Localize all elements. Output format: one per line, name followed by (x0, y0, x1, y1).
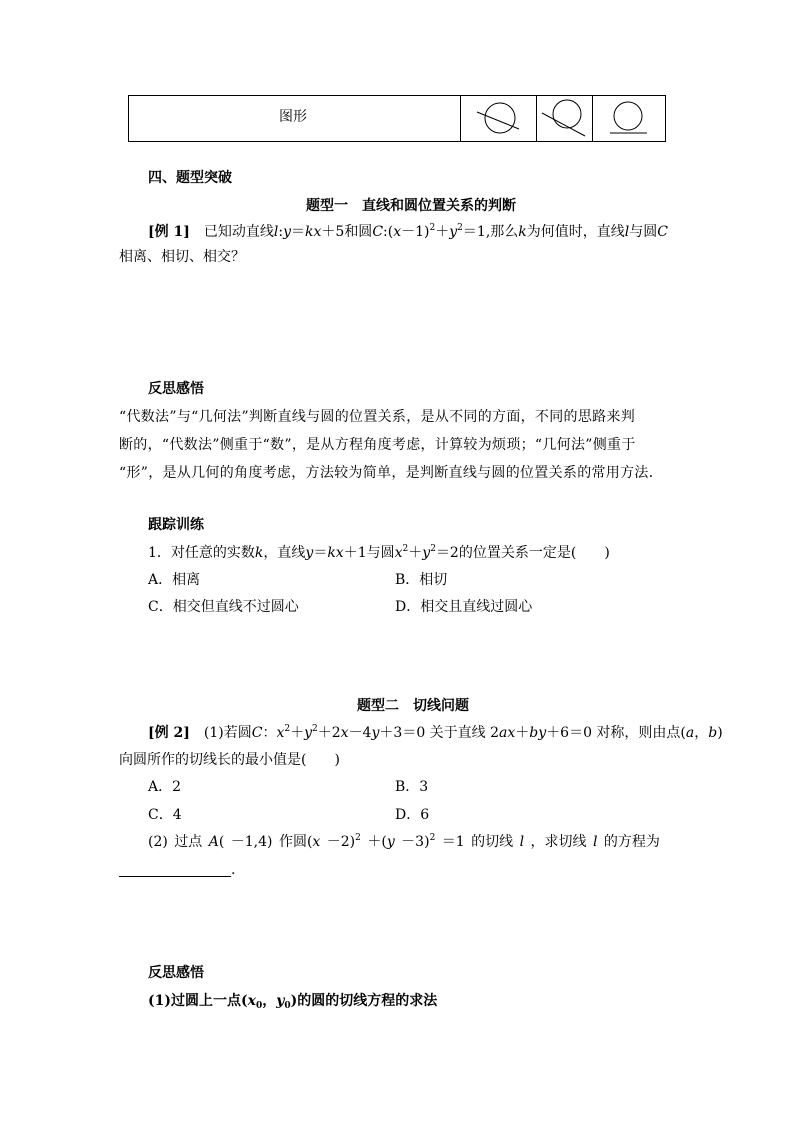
option-b: B．3 (395, 779, 429, 795)
reflect1-title: 反思感悟 (148, 381, 204, 397)
example2-line2: 向圆所作的切线长的最小值是( ) (119, 752, 340, 768)
answer-blank: . (119, 860, 235, 880)
example2-line1: [例 2] (1)若圆C：$x^2+y^2+2x-4y+3=0$ 关于直线 2ax＋by＋6＝0 对称，则由点(a，b) (148, 724, 723, 741)
example1-line2: 相离、相切、相交？ (119, 249, 245, 265)
figure-line-intersect-circle (461, 96, 536, 142)
answer-blank-line (119, 862, 231, 877)
practice-question-1: 1．对任意的实数k，直线y＝kx＋1与圆$x^2+y^2=2$的位置关系一定是( ) (148, 544, 610, 561)
table-row-label: 图形 (279, 109, 307, 125)
option-d: D．相交且直线过圆心 (395, 599, 533, 615)
option-a: A．2 (148, 779, 182, 795)
option-b: B．相切 (395, 572, 448, 588)
option-c: C．相交但直线不过圆心 (148, 599, 299, 615)
section-title: 四、题型突破 (148, 170, 232, 186)
example1-tag: [例 1] (148, 224, 190, 240)
type2-heading: 题型二 切线问题 (357, 698, 469, 714)
reflect1-line: “形”，是从几何的角度考虑，方法较为简单，是判断直线与圆的位置关系的常用方法． (119, 465, 664, 481)
reflect1-line: 断的，“代数法”侧重于“数”，是从方程角度考虑，计算较为烦琐；“几何法”侧重于 (119, 437, 636, 453)
figure-line-tangent-circle (537, 96, 592, 142)
example2-tag: [例 2] (148, 725, 190, 741)
reflect2-title: 反思感悟 (148, 965, 204, 981)
practice-title: 跟踪训练 (148, 517, 204, 533)
example2-part2: (2) 过点 A( －1,4) 作圆$(x -2)^2 +(y -3)^2 =1$ 的切线 l ，求切线 l 的方程为 (148, 833, 660, 850)
reflect1-line: “代数法”与“几何法”判断直线与圆的位置关系，是从不同的方面，不同的思路来判 (119, 409, 636, 425)
figure-table (128, 95, 666, 142)
option-c: C．4 (148, 807, 182, 823)
type1-heading: 题型一 直线和圆位置关系的判断 (306, 198, 516, 214)
example1-line1: [例 1] 已知动直线l:y＝kx＋5和圆$C:(x-1)^2+y^2=1$,那么k为何值时，直线l与圆C (148, 223, 668, 240)
reflect2-subtitle: (1)过圆上一点($x_0$，$y_0$)的圆的切线方程的求法 (148, 993, 438, 1011)
option-d: D．6 (395, 807, 430, 823)
figure-line-separate-circle (593, 96, 665, 142)
option-a: A．相离 (148, 572, 201, 588)
